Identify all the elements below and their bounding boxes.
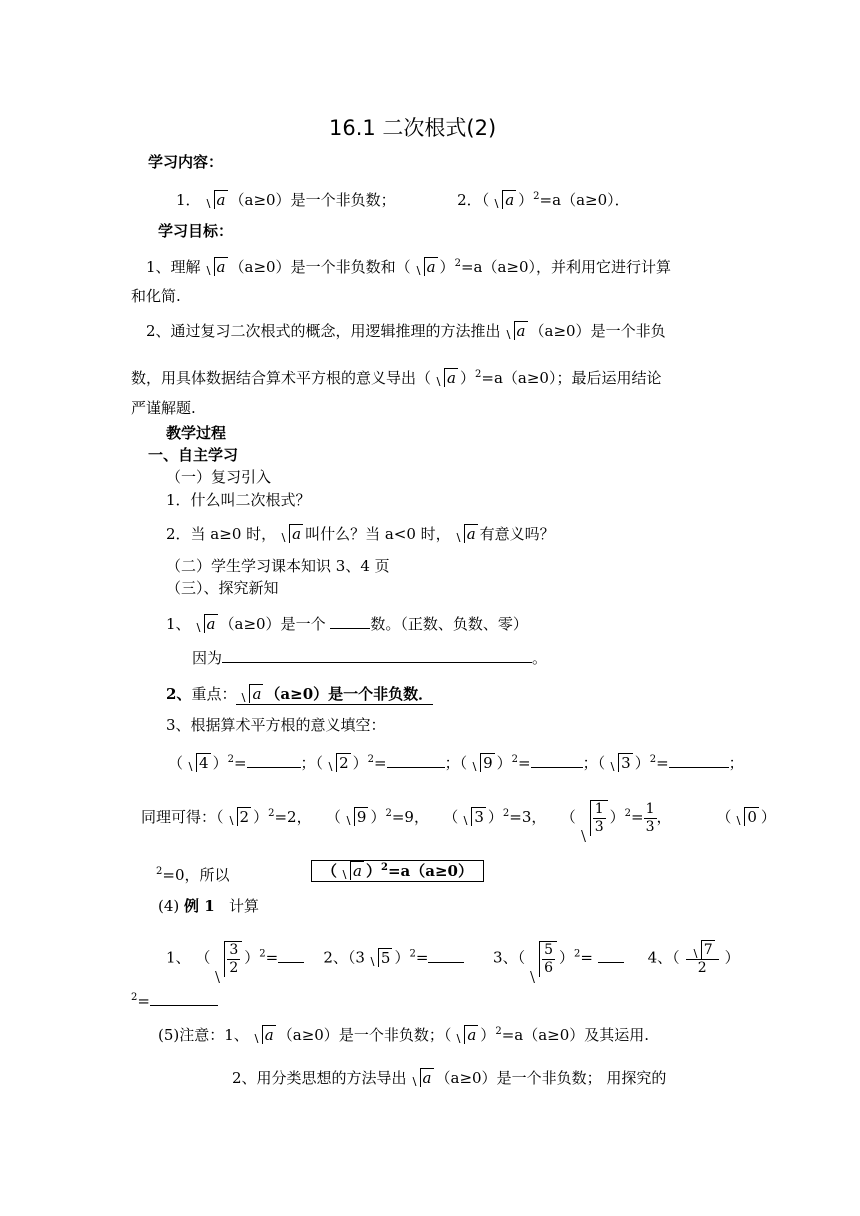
similar-line: 同理可得：（ 2 ）$^2$=2， （ 9 ）$^2$=9， （ 3 ）$^2$=3， （ $\frac{1}{3}$ ）$^2$= $\frac{1}{3}$ ， （ 0 ）	[141, 800, 776, 835]
note-line-1: (5)注意：1、 a （a≥0）是一个非负数；（ a ）$^2$=a（a≥0）及其运用.	[158, 1026, 650, 1044]
example-problems: 1、 （ $\frac{3}{2}$ ）$^2$= 2、（3 5 ）$^2$= 3、（ $\frac{5}{6}$ ）$^2$= 4、（ $\frac{7}{2}$ ）	[166, 941, 740, 976]
section-content-heading: 学习内容：	[148, 153, 224, 171]
sqrt-a: a	[193, 614, 218, 633]
answer-blank	[330, 628, 370, 629]
example-tail: $^2$=	[131, 988, 218, 1011]
sub-heading-3: （三）、探究新知	[166, 579, 279, 597]
sqrt-a: a	[413, 257, 438, 276]
sqrt-a: a	[409, 1068, 434, 1087]
goal-2-line3: 严谨解题.	[131, 399, 196, 417]
goal-1-line2: 和化简.	[131, 287, 181, 305]
question-2: 2．当 a≥0 时， a 叫什么？当 a<0 时， a 有意义吗？	[166, 525, 555, 543]
sub-heading-1: （一）复习引入	[166, 468, 272, 486]
sub-heading-2: （二）学生学习课本知识 3、4 页	[166, 557, 390, 575]
sqrt-a: a	[491, 190, 516, 209]
goal-2-line2: 数，用具体数据结合算术平方根的意义导出（ a ）$^2$=a（a≥0）；最后运用结论	[131, 369, 662, 387]
question-1: 1．什么叫二次根式？	[166, 491, 311, 509]
key-point: 2、重点： a （a≥0）是一个非负数．	[166, 685, 434, 703]
content-line: 1． a （a≥0）是一个非负数； 2．（ a ）$^2$=a（a≥0）．	[176, 191, 630, 209]
fill-line: （ 4 ）$^2$= ；（ 2 ）$^2$= ；（ 9 ）$^2$= ；（ 3 ）$^2$= ；	[168, 754, 744, 772]
sqrt-a: a	[203, 190, 228, 209]
sqrt-a: a	[251, 1025, 276, 1044]
sqrt-a: a	[453, 524, 478, 543]
section-goal-heading: 学习目标：	[158, 222, 234, 240]
explore-1: 1、 a （a≥0）是一个 数。（正数、负数、零）	[166, 615, 528, 633]
example-heading: (4) 例 1 计算	[158, 897, 260, 915]
sqrt-fraction: $\frac{1}{3}$	[578, 800, 608, 836]
sqrt-a: a	[203, 257, 228, 276]
answer-blank	[222, 662, 532, 663]
boxed-formula: （ a ）$^2$=a（a≥0）	[311, 858, 484, 881]
part-1-heading: 一、自主学习	[148, 446, 239, 464]
sqrt-a: a	[453, 1025, 478, 1044]
sqrt-a: a	[238, 684, 263, 703]
conclusion-line: $^2$=0，所以	[156, 866, 230, 884]
goal-2-line: 2、通过复习二次根式的概念，用逻辑推理的方法推出 a （a≥0）是一个非负	[146, 322, 666, 340]
sqrt-a: a	[278, 524, 303, 543]
sqrt-a: a	[433, 368, 458, 387]
note-line-2: 2、用分类思想的方法导出 a （a≥0）是一个非负数； 用探究的	[232, 1069, 667, 1087]
page-title: 16.1 二次根式(2)	[329, 116, 497, 140]
section-process-heading: 教学过程	[166, 424, 227, 442]
goal-1-line: 1、理解 a （a≥0）是一个非负数和（ a ）$^2$=a（a≥0），并利用它进行计算	[146, 258, 672, 276]
sqrt-a: a	[503, 321, 528, 340]
explore-3: 3、根据算术平方根的意义填空：	[166, 716, 386, 734]
because-line: 因为 。	[192, 649, 548, 667]
